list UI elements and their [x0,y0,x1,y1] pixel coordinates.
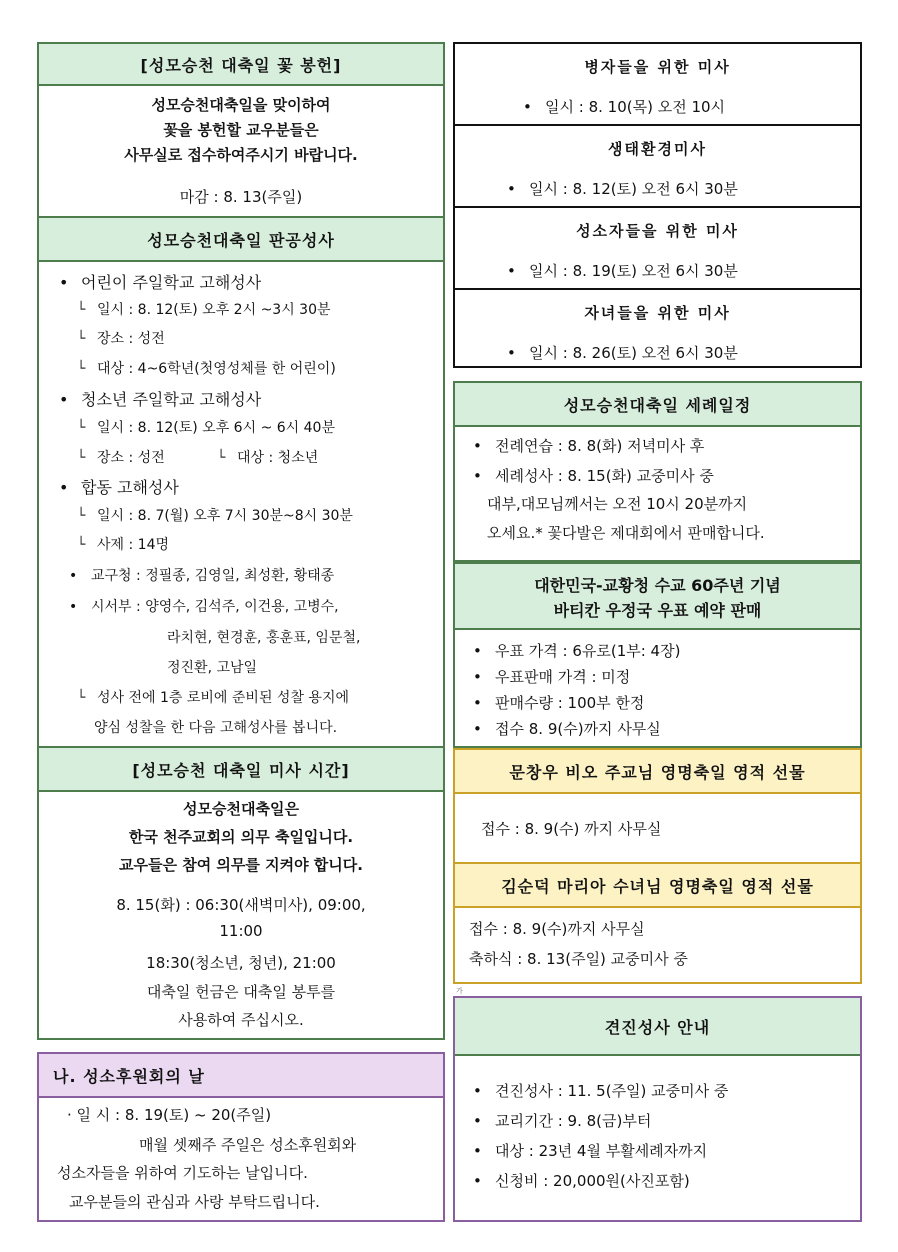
baptism-note-2: 오세요.* 꽃다발은 제대회에서 판매합니다. [487,524,765,542]
sister-gift-title: 김순덕 마리아 수녀님 영명축일 영적 선물 [455,864,860,908]
mass-ecology [455,124,860,206]
youth-confession-time: └ 일시 : 8. 12(토) 오후 6시 ~ 6시 40분 [77,417,335,437]
mass-vocation-title: 성소자들을 위한 미사 [576,222,739,240]
stamp-reception: • 접수 8. 9(수)까지 사무실 [473,718,661,739]
baptism-note-1: 대부,대모님께서는 오전 10시 20분까지 [487,495,748,513]
mass-time-line-1: 성모승천대축일은 [183,800,299,818]
confession-note-2: 양심 성찰을 한 다음 고해성사를 봅니다. [94,720,338,736]
children-confession-target: └ 대상 : 4~6학년(첫영성체를 한 어린이) [77,358,336,378]
special-masses-section [453,42,862,368]
mass-schedule-3: 18:30(청소년, 청년), 21:00 [146,954,336,972]
joint-confession-priests: └ 사제 : 14명 [77,534,169,554]
baptism-rehearsal: • 전례연습 : 8. 8(화) 저녁미사 후 [473,435,704,456]
confirmation-date: • 견진성사 : 11. 5(주일) 교중미사 중 [473,1080,728,1101]
confirmation-fee: • 신청비 : 20,000원(사진포함) [473,1170,690,1191]
mass-ecology-title: 생태환경미사 [608,140,707,158]
children-confession-time: └ 일시 : 8. 12(토) 오후 2시 ~3시 30분 [77,299,331,319]
mass-schedule-1: 8. 15(화) : 06:30(새벽미사), 09:00, [116,896,366,914]
curia-priests-1: • 시서부 : 양영수, 김석주, 이건용, 고병수, [69,596,339,616]
youth-confession-place: └ 장소 : 성전 [77,447,165,467]
mass-sick [455,44,860,124]
baptism-section [453,381,862,562]
confirmation-title: 견진성사 안내 [455,998,860,1056]
youth-confession-target: └ 대상 : 청소년 [217,447,318,467]
diocese-priests: • 교구청 : 정필종, 김영일, 최성환, 황태종 [69,565,334,585]
youth-confession-title: • 청소년 주일학교 고해성사 [59,387,261,410]
bishop-gift-section [453,748,862,864]
flower-offering-section [37,42,445,218]
mass-vocation [455,206,860,288]
bishop-gift-reception: 접수 : 8. 9(수) 까지 사무실 [481,820,662,838]
flower-line-1: 성모승천대축일을 맞이하여 [151,96,331,114]
stamp-price: • 우표 가격 : 6유로(1부: 4장) [473,640,680,661]
vocation-sponsor-date: · 일 시 : 8. 19(토) ~ 20(주일) [67,1106,272,1124]
confession-title: 성모승천대축일 판공성사 [39,218,443,262]
baptism-title: 성모승천대축일 세례일정 [455,383,860,427]
mass-children-time: • 일시 : 8. 26(토) 오전 6시 30분 [507,342,738,363]
stamp-quantity: • 판매수량 : 100부 한정 [473,692,644,713]
mass-time-line-3: 교우들은 참여 의무를 지켜야 합니다. [119,856,363,874]
joint-confession-title: • 합동 고해성사 [59,475,179,498]
sister-gift-reception: 접수 : 8. 9(수)까지 사무실 [469,920,645,938]
sister-gift-section [453,862,862,984]
mass-children [455,288,860,370]
mass-vocation-time: • 일시 : 8. 19(토) 오전 6시 30분 [507,260,738,281]
confirmation-catechism: • 교리기간 : 9. 8(금)부터 [473,1110,651,1131]
vocation-sponsor-title: 나. 성소후원회의 날 [39,1054,443,1098]
curia-priests-2: 라치현, 현경훈, 홍훈표, 임문철, [167,630,361,646]
children-confession-title: • 어린이 주일학교 고해성사 [59,270,261,293]
mass-time-section [37,746,445,1040]
sister-gift-ceremony: 축하식 : 8. 13(주일) 교중미사 중 [469,950,688,968]
confession-note-1: └ 성사 전에 1층 로비에 준비된 성찰 용지에 [77,687,349,707]
vocation-sponsor-section [37,1052,445,1222]
flower-offering-title: [성모승천 대축일 꽃 봉헌] [39,44,443,86]
mass-schedule-2: 11:00 [219,922,263,940]
mass-sick-time: • 일시 : 8. 10(목) 오전 10시 [523,96,725,117]
mass-sick-title: 병자들을 위한 미사 [584,58,731,76]
vocation-sponsor-line-2: 성소자들을 위하여 기도하는 날입니다. [57,1164,308,1182]
mass-schedule-4: 대축일 헌금은 대축일 봉투를 [146,983,336,1001]
stamp-sale-price: • 우표판매 가격 : 미정 [473,666,630,687]
stamp-sale-section [453,562,862,748]
confirmation-target: • 대상 : 23년 4월 부활세례자까지 [473,1140,707,1161]
joint-confession-time: └ 일시 : 8. 7(월) 오후 7시 30분~8시 30분 [77,505,353,525]
mass-children-title: 자녀들을 위한 미사 [584,304,731,322]
mass-schedule-5: 사용하여 주십시오. [178,1011,304,1029]
vocation-sponsor-line-3: 교우분들의 관심과 사랑 부탁드립니다. [69,1193,320,1211]
mass-time-line-2: 한국 천주교회의 의무 축일입니다. [128,828,354,846]
confirmation-section [453,996,862,1222]
curia-priests-3: 정진환, 고남일 [167,660,258,676]
bishop-gift-title: 문창우 비오 주교님 영명축일 영적 선물 [455,750,860,794]
children-confession-place: └ 장소 : 성전 [77,328,165,348]
mass-ecology-time: • 일시 : 8. 12(토) 오전 6시 30분 [507,178,738,199]
stamp-sale-title-2: 바티칸 우정국 우표 예약 판매 [553,601,762,620]
stamp-sale-title-1: 대한민국-교황청 수교 60주년 기념 [534,576,781,595]
stray-mark: 가 [456,987,463,995]
flower-line-3: 사무실로 접수하여주시기 바랍니다. [124,146,358,164]
vocation-sponsor-line-1: 매월 셋째주 주일은 성소후원회와 [139,1136,357,1154]
flower-line-2: 꽃을 봉헌할 교우분들은 [163,121,319,139]
stamp-sale-header [455,564,860,630]
mass-time-title: [성모승천 대축일 미사 시간] [39,748,443,792]
flower-deadline: 마감 : 8. 13(주일) [179,188,303,206]
confession-section [37,216,445,748]
baptism-ceremony: • 세례성사 : 8. 15(화) 교중미사 중 [473,465,714,486]
